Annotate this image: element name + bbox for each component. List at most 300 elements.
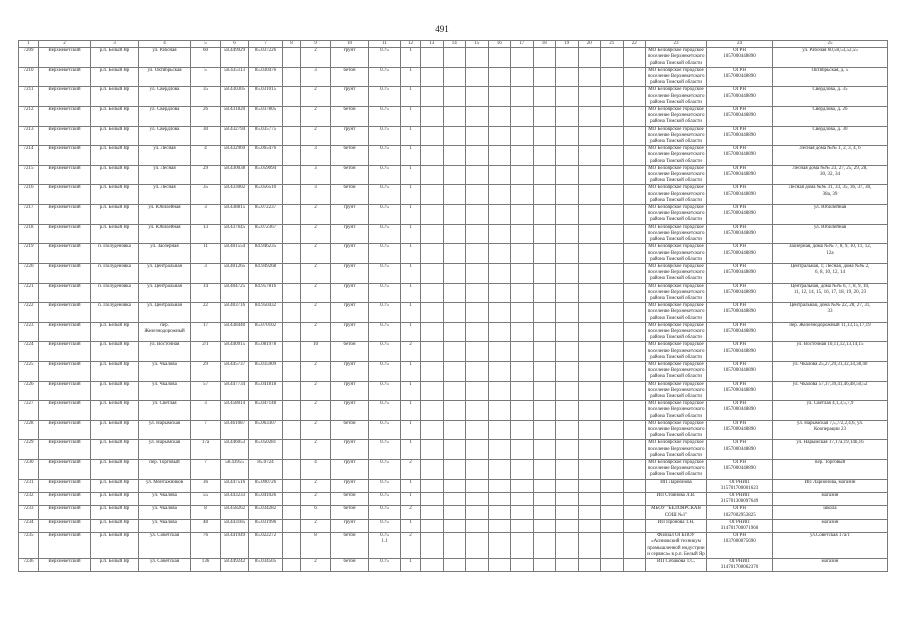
cell-empty <box>511 205 534 225</box>
cell-ogrn: ОГРН 1057000448890 <box>707 283 773 303</box>
column-header: 21 <box>601 41 624 48</box>
cell-surface: грунт <box>331 381 369 401</box>
cell-empty <box>511 401 534 421</box>
cell-settlement: р.п. Белый Яр <box>91 107 139 127</box>
cell-district: Верхнекетский <box>39 205 91 225</box>
cell-volume: 0.75 <box>369 440 401 460</box>
cell-count: 2 <box>301 559 331 572</box>
cell-owner: МО Белоярское городское поселение Верхнекетского района Томской области <box>646 381 707 401</box>
cell-empty <box>556 533 579 559</box>
cell-count: 2 <box>301 126 331 146</box>
cell-settlement: р.п. Белый Яр <box>91 533 139 559</box>
cell-empty <box>421 381 444 401</box>
cell-id: 7229 <box>19 440 39 460</box>
cell-empty <box>578 420 601 440</box>
cell-empty <box>533 460 556 480</box>
cell-empty <box>623 559 646 572</box>
cell-served: ул. Светлая 4,1,3,5,7,9 <box>773 401 888 421</box>
cell-empty <box>488 519 511 532</box>
cell-district: Верхнекетский <box>39 244 91 264</box>
cell-lat: 58.401265 <box>221 263 249 283</box>
cell-empty <box>556 263 579 283</box>
cell-num: 1 <box>401 493 421 506</box>
cell-lon: 85.022272 <box>249 533 283 559</box>
cell-num: 1 <box>401 87 421 107</box>
cell-empty <box>556 224 579 244</box>
cell-empty <box>283 303 301 323</box>
cell-street: ул. Заозерная <box>139 244 191 264</box>
cell-id: 7228 <box>19 420 39 440</box>
cell-empty <box>511 479 534 492</box>
cell-empty <box>601 185 624 205</box>
cell-ogrn: ОГРН 1057000448890 <box>707 401 773 421</box>
table-header <box>19 41 888 48</box>
table-row <box>19 48 888 68</box>
table-row <box>19 205 888 225</box>
cell-empty <box>556 381 579 401</box>
cell-owner: МО Белоярское городское поселение Верхнекетского района Томской области <box>646 401 707 421</box>
cell-empty <box>421 283 444 303</box>
cell-empty <box>466 401 489 421</box>
cell-settlement: п. Полуденовка <box>91 263 139 283</box>
cell-empty <box>556 322 579 342</box>
cell-empty <box>443 165 466 185</box>
cell-owner: МО Белоярское городское поселение Верхнекетского района Томской области <box>646 440 707 460</box>
cell-empty <box>466 185 489 205</box>
cell-empty <box>601 87 624 107</box>
cell-empty <box>511 361 534 381</box>
cell-district: Верхнекетский <box>39 479 91 492</box>
cell-empty <box>421 146 444 166</box>
cell-empty <box>443 126 466 146</box>
cell-lat: 58.447516 <box>221 479 249 492</box>
cell-empty <box>623 87 646 107</box>
cell-lon: 84.949268 <box>249 263 283 283</box>
cell-district: Верхнекетский <box>39 420 91 440</box>
table-row <box>19 224 888 244</box>
cell-empty <box>443 107 466 127</box>
cell-owner: МО Белоярское городское поселение Верхнекетского района Томской области <box>646 283 707 303</box>
cell-surface: бетон <box>331 533 369 559</box>
cell-empty <box>511 559 534 572</box>
cell-empty <box>421 420 444 440</box>
cell-volume: 0.75 <box>369 87 401 107</box>
cell-house: 136 <box>191 559 221 572</box>
cell-num: 1 <box>401 48 421 68</box>
cell-ogrn: ОГРН 1057000448890 <box>707 342 773 362</box>
cell-empty <box>511 342 534 362</box>
cell-empty <box>623 533 646 559</box>
cell-id: 7223 <box>19 322 39 342</box>
cell-count: 2 <box>301 479 331 492</box>
column-header: 16 <box>488 41 511 48</box>
cell-street: ул. Лесная <box>139 185 191 205</box>
cell-empty <box>556 342 579 362</box>
cell-empty <box>443 559 466 572</box>
cell-empty <box>421 87 444 107</box>
cell-lat: 58.443233 <box>221 493 249 506</box>
cell-empty <box>578 107 601 127</box>
cell-empty <box>421 440 444 460</box>
cell-street: пер. Железнодорожный <box>139 322 191 342</box>
cell-lat: 58.461087 <box>221 420 249 440</box>
cell-count: 4 <box>301 460 331 480</box>
cell-owner: МО Белоярское городское поселение Верхнекетского района Томской области <box>646 361 707 381</box>
cell-empty <box>623 263 646 283</box>
cell-street: ул. Советская <box>139 533 191 559</box>
cell-lat: 58.403716 <box>221 303 249 323</box>
cell-empty <box>488 322 511 342</box>
cell-lon: 85.031996 <box>249 519 283 532</box>
cell-empty <box>601 48 624 68</box>
cell-id: 7227 <box>19 401 39 421</box>
cell-empty <box>556 205 579 225</box>
cell-empty <box>533 506 556 519</box>
cell-ogrn: ОГРН 1057000448890 <box>707 381 773 401</box>
cell-owner: МО Белоярское городское поселение Верхнекетского района Томской области <box>646 185 707 205</box>
cell-count: 10 <box>301 342 331 362</box>
cell-lat: 58.430038 <box>221 165 249 185</box>
cell-lat: 58.449242 <box>221 559 249 572</box>
cell-empty <box>443 185 466 205</box>
cell-empty <box>283 283 301 303</box>
cell-empty <box>421 493 444 506</box>
cell-owner: МО Белоярское городское поселение Верхнекетского района Томской области <box>646 67 707 87</box>
cell-empty <box>488 67 511 87</box>
cell-num: 1 <box>401 322 421 342</box>
cell-empty <box>466 493 489 506</box>
cell-served: ул.Советская 17а/1 <box>773 533 888 559</box>
cell-empty <box>511 381 534 401</box>
cell-empty <box>283 519 301 532</box>
table-row <box>19 559 888 572</box>
cell-house: 48 <box>191 519 221 532</box>
cell-district: Верхнекетский <box>39 67 91 87</box>
cell-empty <box>511 48 534 68</box>
cell-empty <box>283 506 301 519</box>
cell-volume: 0.75 <box>369 205 401 225</box>
cell-empty <box>511 440 534 460</box>
cell-num: 2 <box>401 342 421 362</box>
cell-empty <box>533 559 556 572</box>
cell-num: 1 <box>401 519 421 532</box>
cell-house: 13 <box>191 224 221 244</box>
cell-empty <box>443 303 466 323</box>
cell-empty <box>511 224 534 244</box>
cell-volume: 0.75 <box>369 493 401 506</box>
cell-empty <box>556 479 579 492</box>
cell-settlement: р.п. Белый Яр <box>91 126 139 146</box>
cell-empty <box>578 185 601 205</box>
cell-num: 1 <box>401 381 421 401</box>
cell-lat: 58.458014 <box>221 401 249 421</box>
cell-empty <box>443 322 466 342</box>
cell-empty <box>601 533 624 559</box>
cell-empty <box>466 322 489 342</box>
cell-ogrn: ОГРН 1057000448890 <box>707 87 773 107</box>
cell-empty <box>421 107 444 127</box>
cell-count: 2 <box>301 322 331 342</box>
cell-count: 2 <box>301 244 331 264</box>
cell-house: 8 <box>191 506 221 519</box>
cell-empty <box>488 303 511 323</box>
cell-empty <box>601 244 624 264</box>
column-header: 17 <box>511 41 534 48</box>
cell-street: ул. Нарымская <box>139 440 191 460</box>
cell-owner: МО Белоярское городское поселение Верхнекетского района Томской области <box>646 322 707 342</box>
table-row <box>19 126 888 146</box>
cell-house: 30 <box>191 126 221 146</box>
cell-owner: ИП Собакова Т.С. <box>646 559 707 572</box>
cell-house: 14 <box>191 283 221 303</box>
cell-empty <box>421 126 444 146</box>
cell-district: Верхнекетский <box>39 87 91 107</box>
cell-lon: 85.072367 <box>249 224 283 244</box>
cell-ogrn: ОГРН 1057000448890 <box>707 165 773 185</box>
cell-count: 2 <box>301 224 331 244</box>
cell-empty <box>443 493 466 506</box>
cell-district: Верхнекетский <box>39 493 91 506</box>
cell-empty <box>623 440 646 460</box>
cell-id: 7222 <box>19 303 39 323</box>
cell-lat: 58.431820 <box>221 107 249 127</box>
cell-empty <box>578 361 601 381</box>
cell-surface: грунт <box>331 401 369 421</box>
cell-num: 1 <box>401 146 421 166</box>
cell-empty <box>623 48 646 68</box>
cell-empty <box>283 460 301 480</box>
cell-owner: МО Белоярское городское поселение Верхнекетского района Томской области <box>646 303 707 323</box>
cell-empty <box>556 185 579 205</box>
cell-volume: 0.75 <box>369 185 401 205</box>
cell-empty <box>533 303 556 323</box>
cell-empty <box>421 224 444 244</box>
cell-empty <box>623 146 646 166</box>
cell-street: ул. Чкалова <box>139 493 191 506</box>
cell-empty <box>488 533 511 559</box>
cell-lat: 58.433002 <box>221 185 249 205</box>
cell-empty <box>578 381 601 401</box>
cell-id: 7213 <box>19 126 39 146</box>
cell-count: 2 <box>301 381 331 401</box>
cell-id: 7219 <box>19 244 39 264</box>
cell-count: 3 <box>301 67 331 87</box>
cell-count: 2 <box>301 401 331 421</box>
cell-count: 6 <box>301 506 331 519</box>
cell-empty <box>511 322 534 342</box>
cell-count: 3 <box>301 185 331 205</box>
cell-house: 11 <box>191 244 221 264</box>
cell-empty <box>283 126 301 146</box>
cell-surface: бетон <box>331 67 369 87</box>
cell-empty <box>623 506 646 519</box>
cell-empty <box>601 361 624 381</box>
cell-settlement: п. Полуденовка <box>91 283 139 303</box>
cell-empty <box>283 185 301 205</box>
cell-empty <box>488 224 511 244</box>
cell-street: ул. Октябрьская <box>139 67 191 87</box>
cell-num: 1 <box>401 361 421 381</box>
cell-house: 60 <box>191 48 221 68</box>
table-row <box>19 67 888 87</box>
table-row <box>19 506 888 519</box>
cell-house: 4 <box>191 146 221 166</box>
cell-lon: 85.030476 <box>249 67 283 87</box>
cell-empty <box>283 165 301 185</box>
cell-empty <box>601 519 624 532</box>
cell-settlement: р.п. Белый Яр <box>91 493 139 506</box>
cell-empty <box>283 342 301 362</box>
cell-empty <box>488 126 511 146</box>
cell-empty <box>533 205 556 225</box>
cell-empty <box>466 303 489 323</box>
cell-served: ул. Юбилейная <box>773 224 888 244</box>
cell-empty <box>443 87 466 107</box>
cell-served: ул. Чкалова 25,27,29,31,32,34,38,40 <box>773 361 888 381</box>
cell-surface: бетон <box>331 342 369 362</box>
cell-empty <box>421 244 444 264</box>
cell-house: 3 <box>191 205 221 225</box>
cell-empty <box>488 283 511 303</box>
cell-surface: грунт <box>331 126 369 146</box>
cell-lat: 58.443185 <box>221 519 249 532</box>
cell-empty <box>556 460 579 480</box>
cell-num: 2 <box>401 506 421 519</box>
cell-num: 1 <box>401 263 421 283</box>
cell-district: Верхнекетский <box>39 263 91 283</box>
cell-id: 7214 <box>19 146 39 166</box>
cell-district: Верхнекетский <box>39 185 91 205</box>
cell-id: 7210 <box>19 67 39 87</box>
cell-volume: 0.75 <box>369 107 401 127</box>
cell-empty <box>421 205 444 225</box>
cell-lon: 85.050281 <box>249 440 283 460</box>
column-header: 13 <box>421 41 444 48</box>
cell-house: 17а <box>191 440 221 460</box>
cell-surface: грунт <box>331 519 369 532</box>
cell-house: 7 <box>191 420 221 440</box>
cell-served: Центральная, 1; Лесная, дома №№ 2, 6, 8, 10, 12, 14 <box>773 263 888 283</box>
cell-settlement: р.п. Белый Яр <box>91 146 139 166</box>
cell-owner: МО Белоярское городское поселение Верхнекетского района Томской области <box>646 107 707 127</box>
cell-empty <box>601 401 624 421</box>
cell-surface: бетон <box>331 420 369 440</box>
cell-district: Верхнекетский <box>39 303 91 323</box>
cell-house: 17 <box>191 322 221 342</box>
cell-served: Свердлова, д. 26 <box>773 107 888 127</box>
cell-empty <box>466 559 489 572</box>
cell-empty <box>511 303 534 323</box>
cell-lat: 58.435113 <box>221 67 249 87</box>
cell-settlement: р.п. Белый Яр <box>91 420 139 440</box>
table-row <box>19 479 888 492</box>
table-row <box>19 146 888 166</box>
cell-empty <box>421 361 444 381</box>
cell-ogrn: ОГРН 1057000448890 <box>707 420 773 440</box>
cell-num: 1 <box>401 185 421 205</box>
cell-num: 1 <box>401 126 421 146</box>
cell-surface: бетон <box>331 165 369 185</box>
cell-lon: 85.031015 <box>249 87 283 107</box>
cell-empty <box>578 322 601 342</box>
cell-empty <box>533 519 556 532</box>
table-row <box>19 519 888 532</box>
cell-district: Верхнекетский <box>39 533 91 559</box>
cell-owner: МО Белоярское городское поселение Верхнекетского района Томской области <box>646 420 707 440</box>
cell-empty <box>533 224 556 244</box>
cell-empty <box>283 146 301 166</box>
cell-empty <box>578 146 601 166</box>
cell-district: Верхнекетский <box>39 322 91 342</box>
cell-empty <box>623 205 646 225</box>
cell-volume: 0.75 <box>369 361 401 381</box>
cell-lon: 85.081978 <box>249 342 283 362</box>
cell-empty <box>533 401 556 421</box>
cell-house: 57 <box>191 381 221 401</box>
cell-ogrn: ОГРН 1057000448890 <box>707 146 773 166</box>
cell-district: Верхнекетский <box>39 401 91 421</box>
cell-house: 35 <box>191 185 221 205</box>
cell-volume: 0.75 <box>369 303 401 323</box>
cell-ogrn: ОГРН 1057000448890 <box>707 322 773 342</box>
cell-lon: 85.037226 <box>249 48 283 68</box>
cell-empty <box>623 420 646 440</box>
cell-count: 2 <box>301 107 331 127</box>
cell-empty <box>443 420 466 440</box>
cell-empty <box>466 205 489 225</box>
cell-empty <box>283 205 301 225</box>
cell-lon: 85.065476 <box>249 146 283 166</box>
cell-settlement: р.п. Белый Яр <box>91 67 139 87</box>
cell-id: 7233 <box>19 506 39 519</box>
cell-street: ул. Светлая <box>139 401 191 421</box>
cell-owner: МО Белоярское городское поселение Верхнекетского района Томской области <box>646 146 707 166</box>
cell-ogrn: ОГРН 1057000448890 <box>707 185 773 205</box>
cell-ogrn: ОГРН 1057000448890 <box>707 440 773 460</box>
cell-surface: грунт <box>331 361 369 381</box>
cell-ogrn: ОГРН 1057000448890 <box>707 126 773 146</box>
cell-district: Верхнекетский <box>39 361 91 381</box>
cell-owner: МО Белоярское городское поселение Верхнекетского района Томской области <box>646 126 707 146</box>
cell-id: 7234 <box>19 519 39 532</box>
cell-served: школа <box>773 506 888 519</box>
cell-street: ул. Свердлова <box>139 87 191 107</box>
cell-empty <box>623 107 646 127</box>
cell-lat: 58.432969 <box>221 146 249 166</box>
cell-count: 2 <box>301 87 331 107</box>
cell-district: Верхнекетский <box>39 440 91 460</box>
cell-lon: 85.035775 <box>249 126 283 146</box>
cell-empty <box>466 506 489 519</box>
cell-empty <box>443 381 466 401</box>
cell-volume: 0.75 <box>369 224 401 244</box>
cell-empty <box>488 146 511 166</box>
cell-empty <box>578 67 601 87</box>
cell-empty <box>488 342 511 362</box>
cell-surface: бетон <box>331 146 369 166</box>
cell-volume: 0.75 <box>369 460 401 480</box>
cell-served: ул. Нарымская 7,5,7/2,2,4,6, ул. Кооперации 23 <box>773 420 888 440</box>
cell-owner: МО Белоярское городское поселение Верхнекетского района Томской области <box>646 460 707 480</box>
cell-volume: 0.75 <box>369 126 401 146</box>
cell-empty <box>601 303 624 323</box>
cell-empty <box>556 126 579 146</box>
cell-served: ул. Рабочая 60,58,53,52,55 <box>773 48 888 68</box>
cell-lat: 58.404725 <box>221 283 249 303</box>
table-row <box>19 342 888 362</box>
cell-empty <box>623 303 646 323</box>
cell-empty <box>601 263 624 283</box>
